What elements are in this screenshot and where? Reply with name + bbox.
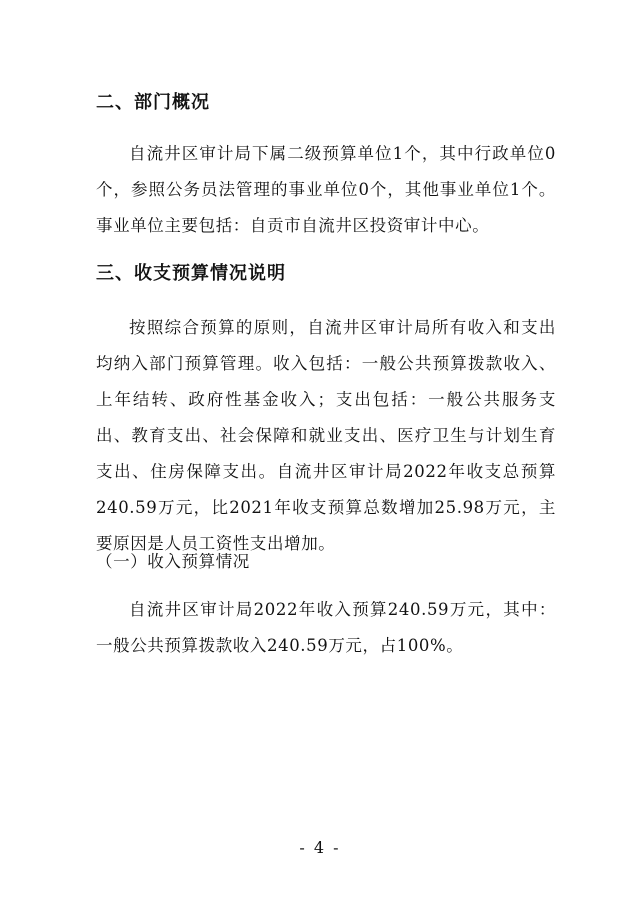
department-overview-text: 自流井区审计局下属二级预算单位1个，其中行政单位0个，参照公务员法管理的事业单位0个，其他事业单位1个。事业单位主要包括：自贡市自流井区投资审计中心。 [96, 144, 556, 235]
page-number: - 4 - [299, 838, 341, 857]
subheading-income-budget: （一）收入预算情况 [96, 552, 250, 571]
section-heading-department-overview: 二、部门概况 [96, 92, 210, 113]
budget-description-paragraph [96, 310, 556, 562]
income-budget-paragraph [96, 592, 556, 664]
department-overview-paragraph [96, 136, 556, 244]
section-heading-budget-description: 三、收支预算情况说明 [96, 263, 286, 284]
income-budget-text: 自流井区审计局2022年收入预算240.59万元，其中：一般公共预算拨款收入240.59万元，占100%。 [96, 600, 556, 655]
budget-description-text: 按照综合预算的原则，自流井区审计局所有收入和支出均纳入部门预算管理。收入包括：一般公共预算拨款收入、上年结转、政府性基金收入；支出包括：一般公共服务支出、教育支出、社会保障和就业支出、医疗卫生与计划生育支出、住房保障支出。自流井区审计局2022年收支总预算240.59万元，比2021年收支预算总数增加25.98万元，主要原因是人员工资性支出增加。 [96, 318, 556, 553]
